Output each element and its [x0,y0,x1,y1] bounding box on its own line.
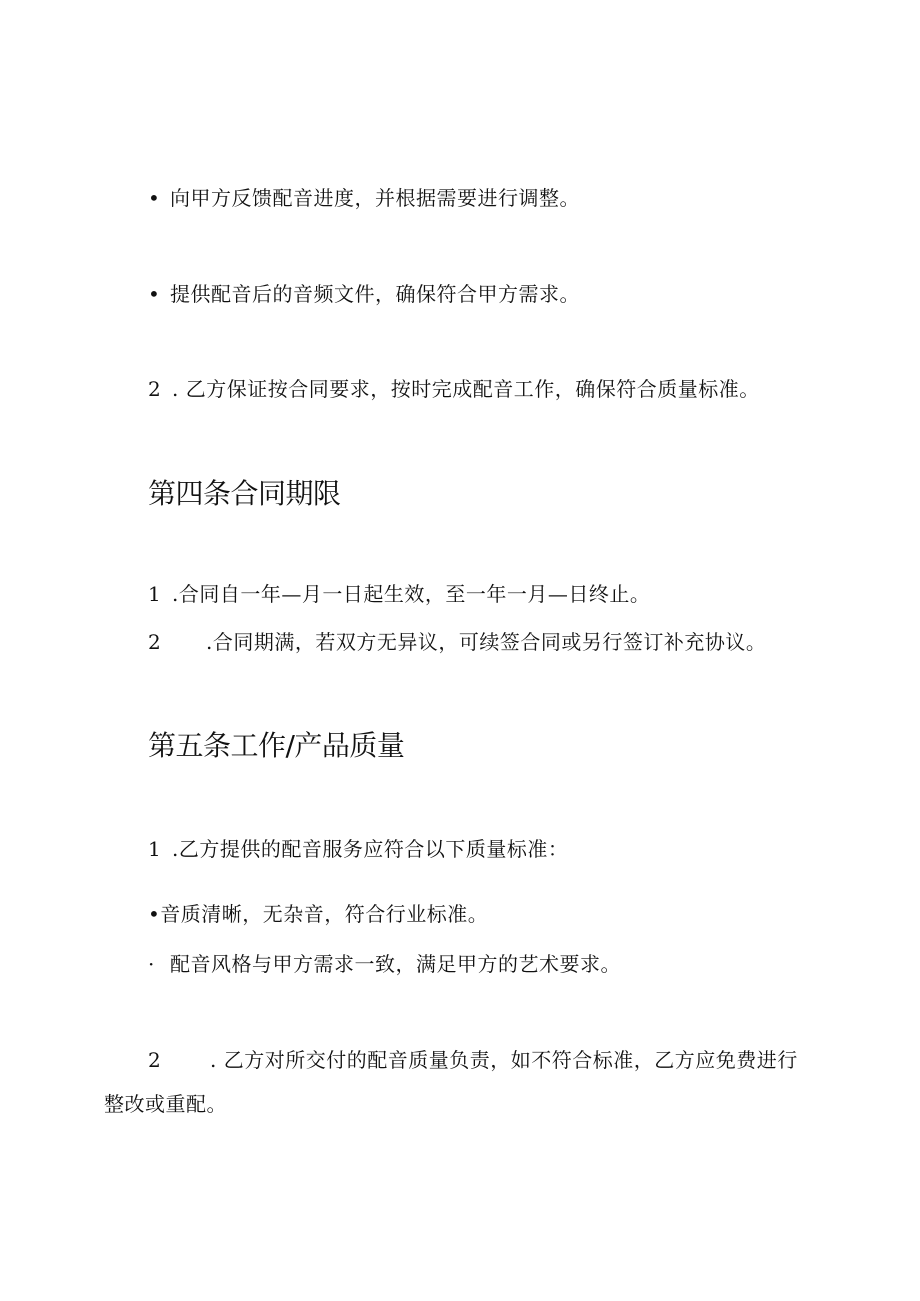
numbered-item [104,1038,814,1126]
numbered-item [148,835,568,863]
item-text: .合同自一年—月一日起生效，至一年一月—日终止。 [172,582,651,606]
item-text: . 乙方对所交付的配音质量负责，如不符合标准，乙方应免费进行整改或重配。 [104,1048,798,1116]
item-number: 2 [148,1048,162,1072]
bullet-marker: • [148,902,161,926]
list-item [148,950,621,978]
list-item-text: 配音风格与甲方需求一致，满足甲方的艺术要求。 [170,952,621,976]
bullet-marker: • [148,282,161,306]
item-text: . 乙方保证按合同要求，按时完成配音工作，确保符合质量标准。 [172,377,760,401]
list-item [148,184,580,212]
numbered-item [148,580,650,608]
item-number: 2 [148,630,162,654]
list-item [148,900,488,928]
numbered-item [148,375,760,403]
item-text: .合同期满，若双方无异议，可续签合同或另行签订补充协议。 [206,630,767,654]
section-heading: 第四条合同期限 [148,477,341,510]
list-item-text: 音质清晰，无杂音，符合行业标准。 [160,902,489,926]
section-heading: 第五条工作/产品质量 [148,729,405,762]
item-number: 1 [148,837,162,861]
numbered-item [148,628,766,656]
item-number: 1 [148,582,162,606]
item-number: 2 [148,377,162,401]
list-item-text: 提供配音后的音频文件，确保符合甲方需求。 [170,282,580,306]
list-item-text: 向甲方反馈配音进度，并根据需要进行调整。 [170,186,580,210]
bullet-marker: • [148,186,161,210]
list-item [148,280,580,308]
item-text: .乙方提供的配音服务应符合以下质量标准： [172,837,569,861]
bullet-marker: · [148,952,155,976]
